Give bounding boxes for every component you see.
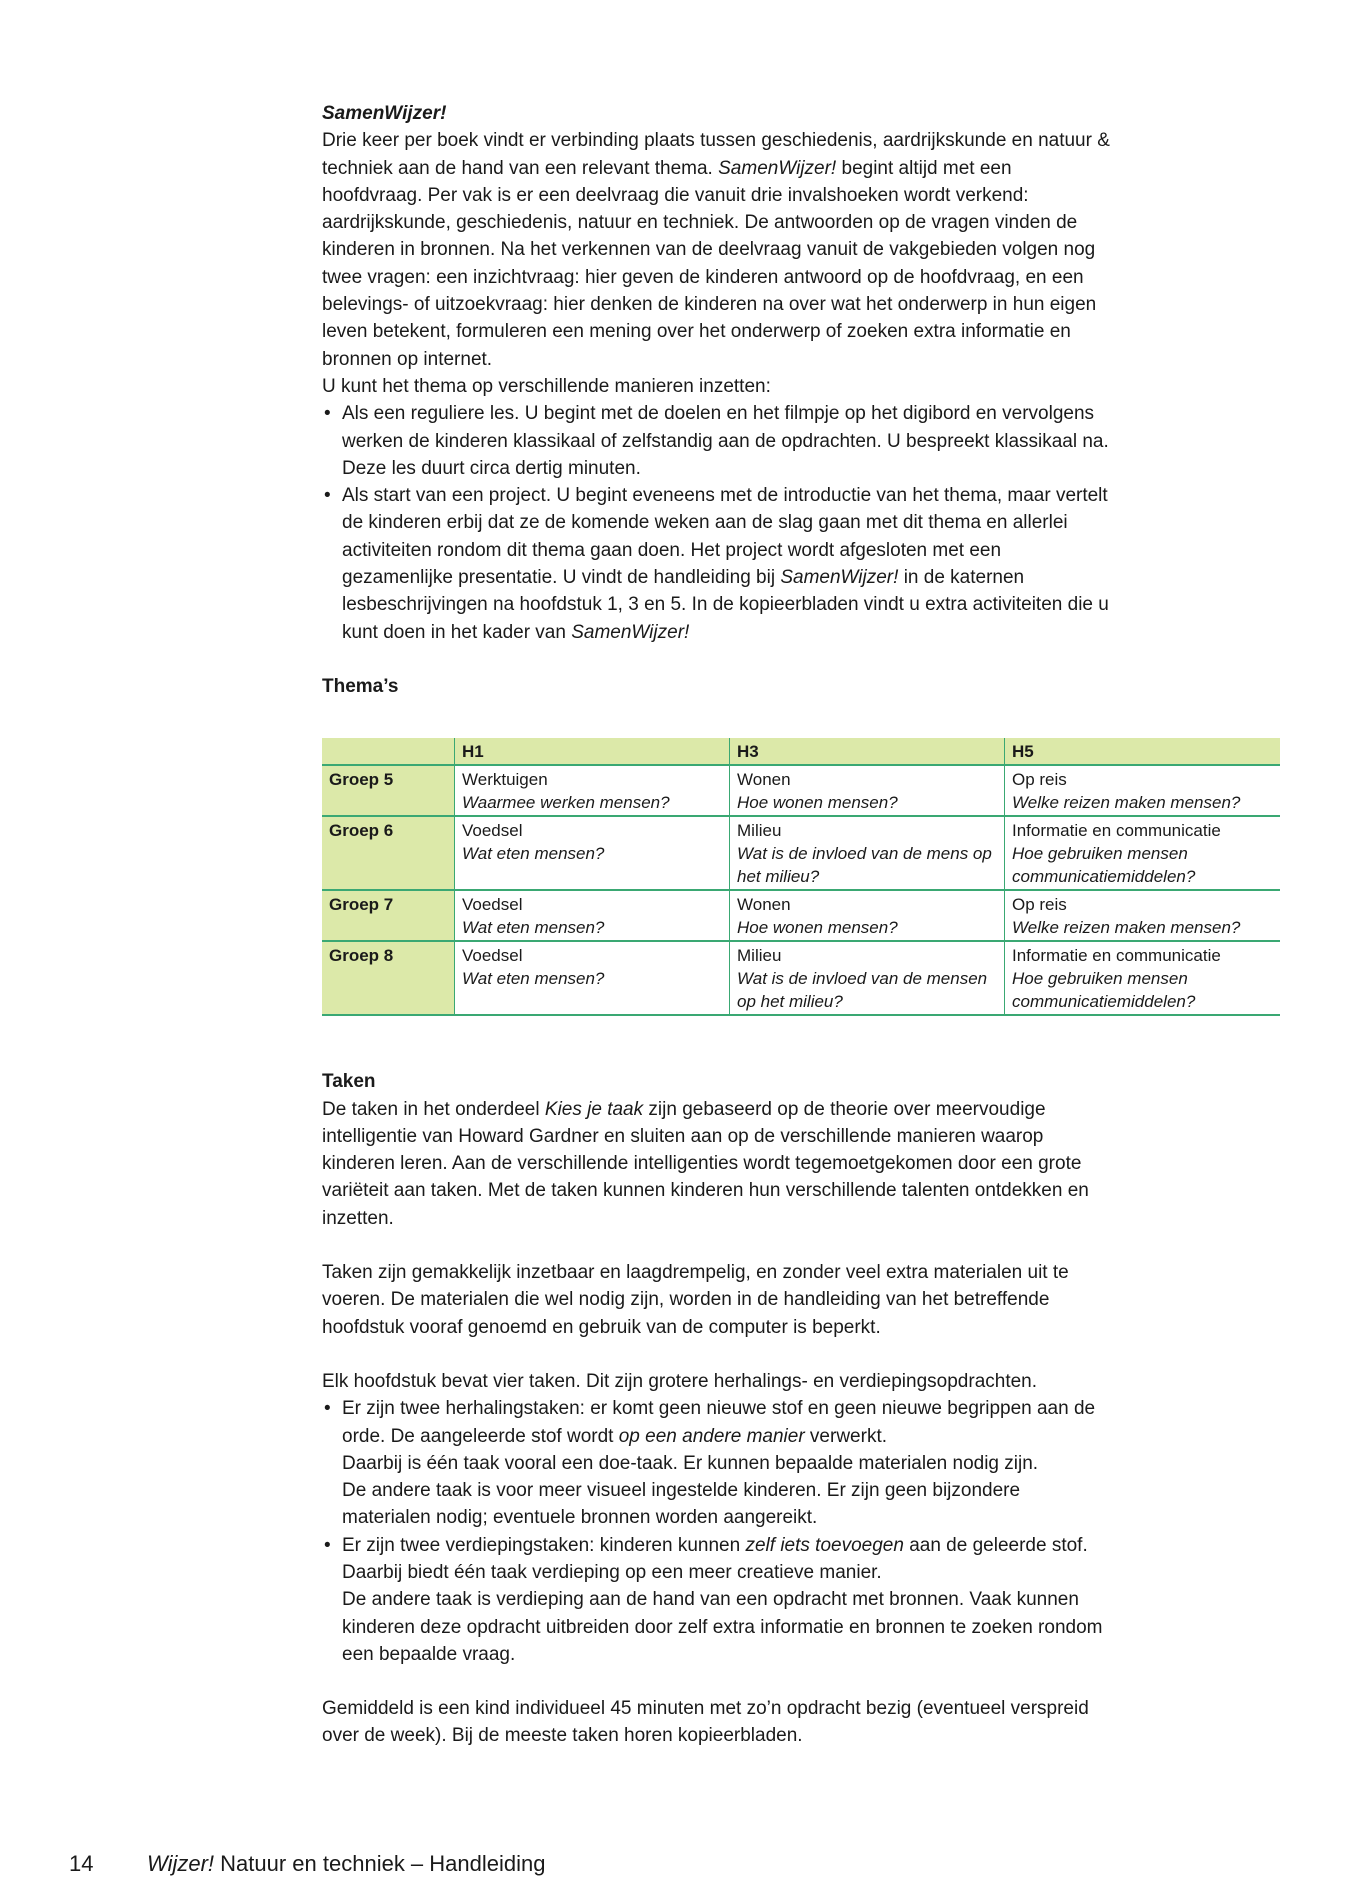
cell-question: Hoe gebruiken mensen communicatiemiddelen?: [1012, 844, 1196, 887]
cell-question: Welke reizen maken mensen?: [1012, 918, 1241, 938]
cell-topic: Wonen: [737, 895, 791, 915]
emphasis: SamenWijzer!: [780, 567, 899, 589]
emphasis: SamenWijzer!: [571, 621, 690, 643]
table-corner: [322, 738, 455, 765]
samenwijzer-paragraph: [322, 127, 1112, 373]
text-run: Als start van een project. U begint eveneens met de introductie van het thema, maar vertelt de kinderen erbij dat ze de komende weken aan de slag gaan met dit thema en allerlei activiteiten rondom dit thema gaan doen. Het project wordt afgesloten met een gezamenlijke presentatie. U vindt de handleiding bij: [342, 485, 1108, 589]
tasks-paragraph-3: Elk hoofdstuk bevat vier taken. Dit zijn grotere herhalings- en verdiepingsopdrachten.: [322, 1370, 1038, 1392]
cell-question: Wat eten mensen?: [462, 969, 605, 989]
cell-topic: Milieu: [737, 821, 782, 841]
cell-topic: Milieu: [737, 946, 782, 966]
text-run: Er zijn twee verdiepingstaken: kinderen kunnen: [342, 1534, 746, 1556]
column-header: H1: [455, 738, 730, 765]
tasks-paragraph-1: [322, 1096, 1112, 1232]
cell-topic: Op reis: [1012, 895, 1067, 915]
group-label: Groep 5: [322, 765, 455, 816]
column-header: H5: [1005, 738, 1281, 765]
cell-topic: Voedsel: [462, 821, 523, 841]
tasks-item-deepening: [322, 1532, 1112, 1668]
table-cell: [730, 890, 1005, 941]
table-cell: [455, 816, 730, 890]
cell-question: Waarmee werken mensen?: [462, 793, 670, 813]
group-label: Groep 8: [322, 941, 455, 1015]
table-cell: [730, 816, 1005, 890]
cell-topic: Voedsel: [462, 895, 523, 915]
themes-heading: Thema’s: [322, 675, 399, 697]
footer-brand: Wijzer!: [147, 1851, 215, 1876]
emphasis: SamenWijzer!: [718, 157, 837, 179]
cell-topic: Werktuigen: [462, 770, 548, 790]
text-run: in de katernen lesbeschrijvingen na hoofdstuk 1, 3 en 5. In de kopieerbladen vindt u extra activiteiten die u kunt doen in het kader van: [342, 567, 1109, 643]
tasks-list: [322, 1395, 1112, 1668]
tasks-paragraph-2: Taken zijn gemakkelijk inzetbaar en laagdrempelig, en zonder veel extra materialen uit te voeren. De materialen die wel nodig zijn, worden in de handleiding van het betreffende hoofdstuk vooraf genoemd en gebruik van de computer is beperkt.: [322, 1262, 1069, 1338]
cell-question: Hoe gebruiken mensen communicatiemiddelen?: [1012, 969, 1196, 1012]
cell-question: Wat eten mensen?: [462, 918, 605, 938]
table-cell: [1005, 941, 1281, 1015]
text-run: begint altijd met een hoofdvraag. Per vak is er een deelvraag die vanuit drie invalshoeken wordt verkend: aardrijkskunde, geschiedenis, natuur en techniek. De antwoorden op de vragen vinden de kinderen in bronnen. Na het verkennen van de deelvraag vanuit de vakgebieden volgen nog twee vragen: een inzichtvraag: hier geven de kinderen antwoord op de hoofdvraag, en een belevings- of uitzoekvraag: hier denken de kinderen na over wat het onderwerp in hun eigen leven betekent, formuleren een mening over het onderwerp of zoeken extra informatie en bronnen op internet.: [322, 157, 1097, 370]
table-cell: [455, 890, 730, 941]
text-run: De andere taak is verdieping aan de hand van een opdracht met bronnen. Vaak kunnen kinderen deze opdracht uitbreiden door zelf extra informatie en bronnen te zoeken rondom een bepaalde vraag.: [342, 1589, 1103, 1665]
table-cell: [730, 765, 1005, 816]
text-run: Daarbij is één taak vooral een doe-taak. Er kunnen bepaalde materialen nodig zijn.: [342, 1452, 1039, 1474]
text-run: aan de geleerde stof. Daarbij biedt één taak verdieping op een meer creatieve manier.: [342, 1534, 1088, 1583]
cell-topic: Wonen: [737, 770, 791, 790]
cell-topic: Informatie en communicatie: [1012, 821, 1221, 841]
emphasis: zelf iets toevoegen: [745, 1534, 904, 1556]
cell-question: Hoe wonen mensen?: [737, 793, 898, 813]
text-run: De andere taak is voor meer visueel ingestelde kinderen. Er zijn geen bijzondere materialen nodig; eventuele bronnen worden aangereikt.: [342, 1480, 1021, 1529]
group-label: Groep 7: [322, 890, 455, 941]
cell-topic: Voedsel: [462, 946, 523, 966]
page-number: 14: [69, 1851, 94, 1876]
emphasis: Kies je taak: [544, 1098, 644, 1120]
column-header: H3: [730, 738, 1005, 765]
usage-list: [322, 400, 1112, 646]
table-cell: [1005, 765, 1281, 816]
table-header-row: [322, 738, 1280, 765]
text-run: verwerkt.: [804, 1425, 888, 1447]
table-row: [322, 816, 1280, 890]
table-row: [322, 890, 1280, 941]
text-run: De taken in het onderdeel: [322, 1098, 545, 1120]
cell-question: Wat is de invloed van de mensen op het milieu?: [737, 969, 988, 1012]
text-run: Er zijn twee herhalingstaken: er komt geen nieuwe stof en geen nieuwe begrippen aan de orde. De aangeleerde stof wordt: [342, 1398, 1096, 1447]
footer-title: Natuur en techniek – Handleiding: [214, 1851, 546, 1876]
cell-question: Wat is de invloed van de mens op het milieu?: [737, 844, 992, 887]
group-label: Groep 6: [322, 816, 455, 890]
cell-question: Wat eten mensen?: [462, 844, 605, 864]
cell-topic: Op reis: [1012, 770, 1067, 790]
table-cell: [455, 941, 730, 1015]
table-cell: [455, 765, 730, 816]
usage-item-project: [322, 482, 1112, 646]
table-cell: [730, 941, 1005, 1015]
table-cell: [1005, 816, 1281, 890]
cell-question: Hoe wonen mensen?: [737, 918, 898, 938]
cell-question: Welke reizen maken mensen?: [1012, 793, 1241, 813]
text-run: Drie keer per boek vindt er verbinding plaats tussen geschiedenis, aardrijkskunde en natuur & techniek aan de hand van een relevant thema.: [322, 130, 1110, 179]
emphasis: op een andere manier: [618, 1425, 805, 1447]
tasks-heading: Taken: [322, 1071, 376, 1093]
table-cell: [1005, 890, 1281, 941]
table-row: [322, 765, 1280, 816]
page-content: [322, 100, 1241, 1750]
page-footer: [69, 1851, 545, 1877]
text-run: zijn gebaseerd op de theorie over meervoudige intelligentie van Howard Gardner en sluiten aan op de verschillende manieren waarop kinderen leren. Aan de verschillende intelligenties wordt tegemoetgekomen door een grote variëteit aan taken. Met de taken kunnen kinderen hun verschillende talenten ontdekken en inzetten.: [322, 1098, 1089, 1229]
tasks-paragraph-4: Gemiddeld is een kind individueel 45 minuten met zo’n opdracht bezig (eventueel verspreid over de week). Bij de meeste taken horen kopieerbladen.: [322, 1698, 1089, 1747]
tasks-item-repetition: [322, 1395, 1112, 1531]
cell-topic: Informatie en communicatie: [1012, 946, 1221, 966]
samenwijzer-heading: SamenWijzer!: [322, 103, 447, 124]
themes-table: [322, 738, 1280, 1016]
usage-item-lesson: • Als een reguliere les. U begint met de doelen en het filmpje op het digibord en vervolgens werken de kinderen klassikaal of zelfstandig aan de opdrachten. U bespreekt klassikaal na. Deze les duurt circa dertig minuten.: [322, 400, 1112, 482]
table-row: [322, 941, 1280, 1015]
usage-intro: U kunt het thema op verschillende manieren inzetten:: [322, 375, 771, 397]
